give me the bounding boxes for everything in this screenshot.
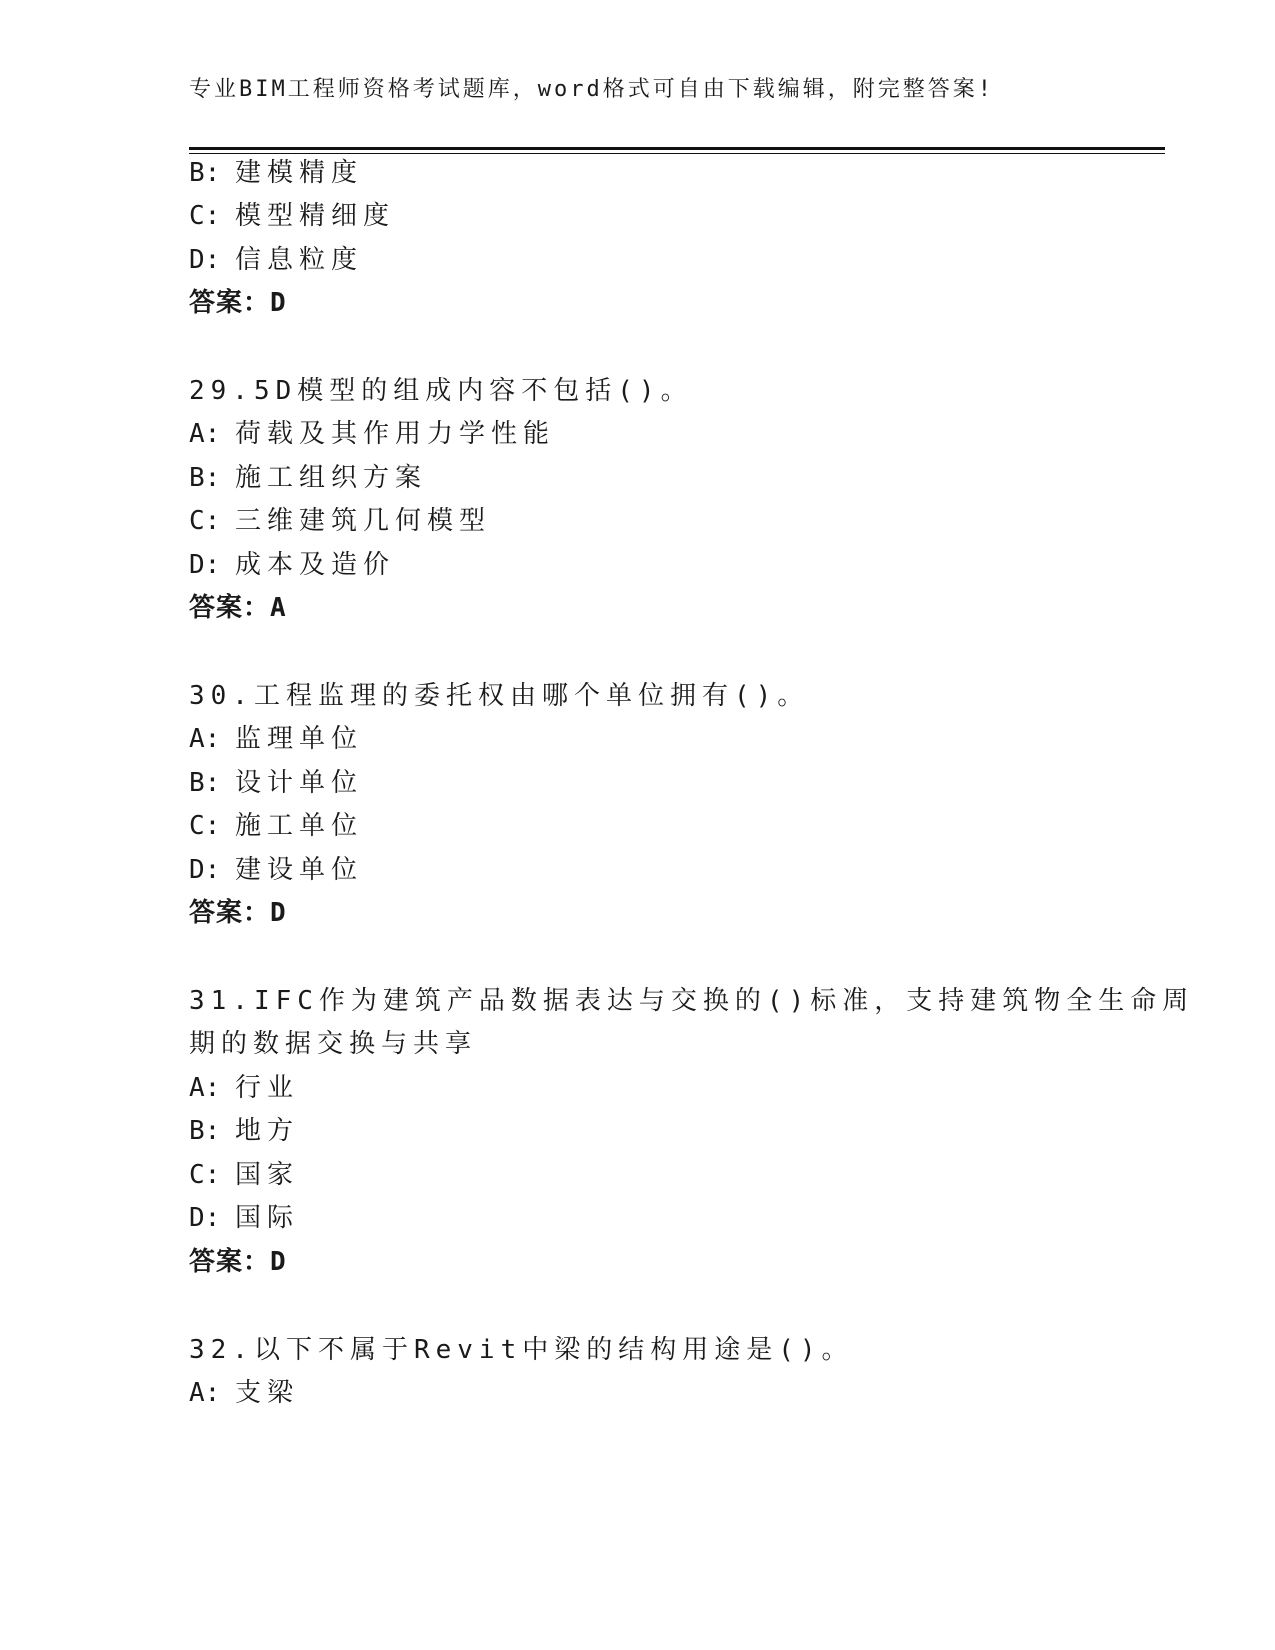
option-b: B: 地方 (189, 1116, 300, 1146)
option-b: B: 施工组织方案 (189, 463, 428, 493)
header-rule-thin (189, 153, 1165, 154)
option-a: A: 监理单位 (189, 724, 364, 754)
question-31: 31.IFC作为建筑产品数据表达与交换的()标准，支持建筑物全生命周 (189, 986, 1195, 1016)
option-d: D: 国际 (189, 1203, 300, 1233)
option-c: C: 施工单位 (189, 811, 364, 841)
question-30: 30.工程监理的委托权由哪个单位拥有()。 (189, 681, 810, 711)
header-rule-thick (189, 147, 1165, 150)
option-a: A: 支梁 (189, 1378, 300, 1408)
option-c: C: 国家 (189, 1160, 300, 1190)
option-c: C: 模型精细度 (189, 201, 396, 231)
option-c: C: 三维建筑几何模型 (189, 506, 492, 536)
option-d: D: 建设单位 (189, 855, 364, 885)
answer: 答案：D (189, 288, 287, 318)
option-a: A: 荷载及其作用力学性能 (189, 419, 556, 449)
option-a: A: 行业 (189, 1073, 300, 1103)
question-32: 32.以下不属于Revit中梁的结构用途是()。 (189, 1335, 854, 1365)
option-d: D: 成本及造价 (189, 550, 396, 580)
answer: 答案：D (189, 898, 287, 928)
option-d: D: 信息粒度 (189, 245, 364, 275)
question-29: 29.5D模型的组成内容不包括()。 (189, 376, 693, 406)
answer: 答案：A (189, 593, 287, 623)
page-header: 专业BIM工程师资格考试题库，word格式可自由下载编辑，附完整答案! (189, 77, 994, 102)
answer: 答案：D (189, 1247, 287, 1277)
option-b: B: 设计单位 (189, 768, 364, 798)
option-b: B: 建模精度 (189, 158, 364, 188)
question-31-continued: 期的数据交换与共享 (189, 1029, 478, 1059)
